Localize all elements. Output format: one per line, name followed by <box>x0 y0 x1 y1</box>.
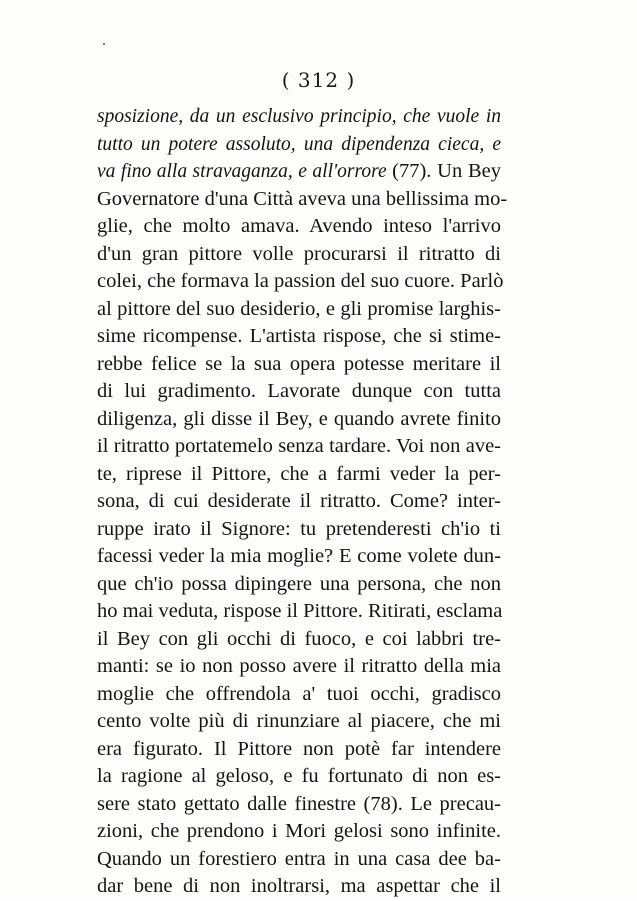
text-line: la ragione al geloso, e fu fortunato di non es- <box>97 765 501 787</box>
text-line: dar bene di non inoltrarsi, ma aspettar che il <box>97 875 501 897</box>
text-line: manti: se io non posso avere il ritratto della mia <box>97 655 501 677</box>
text-line: zioni, che prendono i Mori gelosi sono infinite. <box>97 820 501 842</box>
text-line: il ritratto portatemelo senza tardare. Voi non ave- <box>97 435 501 457</box>
text-line: di lui gradimento. Lavorate dunque con tutta <box>97 380 501 402</box>
text-line: Quando un forestiero entra in una casa dee ba- <box>97 847 501 870</box>
text-line: facessi veder la mia moglie? E come volete dun- <box>97 545 501 567</box>
text-line: d'un gran pittore volle procurarsi il ritratto di <box>97 242 501 265</box>
text-line: colei, che formava la passion del suo cuore. Parlò <box>97 270 504 292</box>
text-line <box>97 158 501 186</box>
page-number: ( 312 ) <box>281 68 356 92</box>
text-line-roman-part: (77). Un Bey <box>392 160 501 182</box>
text-line: il Bey con gli occhi di fuoco, e coi labbri tre- <box>97 627 501 650</box>
text-line-italic-part: va fino alla stravaganza, e all'orrore <box>97 161 393 182</box>
body-text <box>97 103 508 901</box>
text-line: Governatore d'una Città aveva una bellissima mo- <box>97 187 508 210</box>
text-line: rebbe felice se la sua opera potesse meritare il <box>97 352 501 375</box>
text-line: al pittore del suo desiderio, e gli promise larghis- <box>97 297 501 320</box>
text-line: sime ricompense. L'artista rispose, che si stime- <box>97 325 501 347</box>
text-line: te, riprese il Pittore, che a farmi veder la per- <box>97 462 501 485</box>
text-line: cento volte più di rinunziare al piacere, che mi <box>97 710 501 732</box>
text-line: diligenza, gli disse il Bey, e quando avrete finito <box>97 407 501 430</box>
ink-speck <box>103 43 105 45</box>
text-line: tutto un potere assoluto, una dipendenza cieca, e <box>97 133 501 155</box>
text-line: glie, che molto amava. Avendo inteso l'arrivo <box>97 215 501 237</box>
text-line: ruppe irato il Signore: tu pretenderesti ch'io ti <box>97 517 501 540</box>
text-line: sere stato gettato dalle finestre (78). Le precau- <box>97 792 501 815</box>
text-line: moglie che offrendola a' tuoi occhi, gradisco <box>97 682 501 705</box>
text-line: era figurato. Il Pittore non potè far intendere <box>97 737 501 760</box>
text-line: que ch'io possa dipingere una persona, che non <box>97 572 501 595</box>
text-line: ho mai veduta, rispose il Pittore. Ritirati, esclama <box>97 600 503 622</box>
text-line: sposizione, da un esclusivo principio, che vuole in <box>97 106 501 127</box>
text-line: sona, di cui desiderate il ritratto. Come? inter- <box>97 490 501 512</box>
